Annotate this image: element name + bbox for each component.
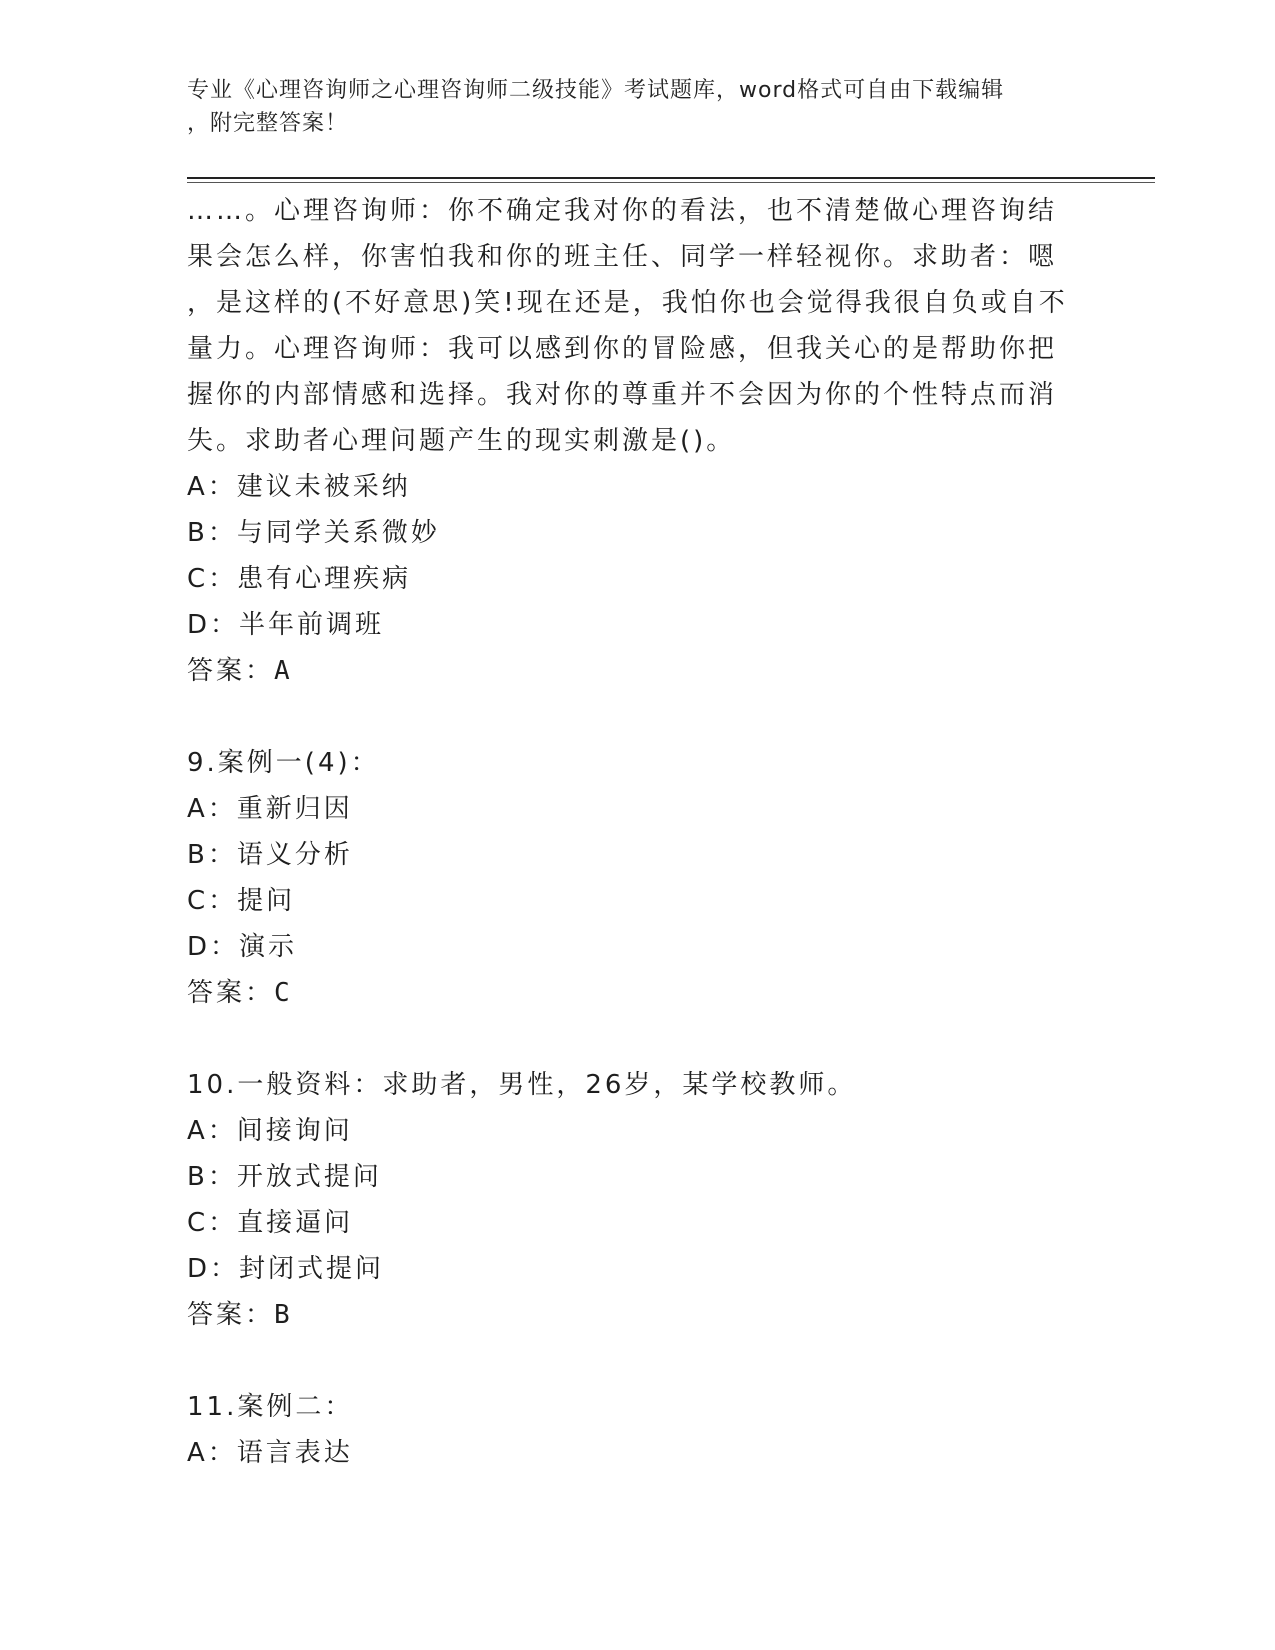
- document-header: [187, 74, 1067, 140]
- question-8: [187, 188, 1087, 694]
- header-divider-thin: [187, 182, 1155, 183]
- option-b: B：与同学关系微妙: [187, 518, 440, 548]
- answer-label: 答案：: [187, 656, 275, 686]
- option-d: D：封闭式提问: [187, 1254, 385, 1284]
- option-c: C：直接逼问: [187, 1208, 354, 1238]
- question-10: [187, 1062, 1087, 1338]
- question-stem: 11.案例二：: [187, 1392, 354, 1422]
- option-d: D：演示: [187, 932, 298, 962]
- option-b: B：语义分析: [187, 840, 353, 870]
- answer-line: [187, 648, 1087, 694]
- answer-label: 答案：: [187, 1300, 275, 1330]
- question-stem-line: 失。求助者心理问题产生的现实刺激是()。: [187, 426, 736, 456]
- question-stem-line: 握你的内部情感和选择。我对你的尊重并不会因为你的个性特点而消: [187, 380, 1058, 410]
- answer-line: [187, 970, 1087, 1016]
- question-stem: 9.案例一(4)：: [187, 748, 380, 778]
- header-line-2: ，附完整答案！: [187, 111, 349, 136]
- option-a: A：建议未被采纳: [187, 472, 411, 502]
- answer-label: 答案：: [187, 978, 275, 1008]
- option-a: A：间接询问: [187, 1116, 353, 1146]
- option-d: D：半年前调班: [187, 610, 385, 640]
- question-stem: 10.一般资料：求助者，男性，26岁，某学校教师。: [187, 1070, 857, 1100]
- option-a: A：语言表达: [187, 1438, 353, 1468]
- answer-line: [187, 1292, 1087, 1338]
- spacer: [187, 694, 1087, 740]
- header-divider-thick: [187, 177, 1155, 179]
- question-11: [187, 1384, 1087, 1476]
- question-stem-line: 量力。心理咨询师：我可以感到你的冒险感，但我关心的是帮助你把: [187, 334, 1058, 364]
- question-stem-line: ，是这样的(不好意思)笑!现在还是，我怕你也会觉得我很自负或自不: [187, 288, 1068, 318]
- question-stem-line: ……。心理咨询师：你不确定我对你的看法，也不清楚做心理咨询结: [187, 196, 1058, 226]
- option-c: C：患有心理疾病: [187, 564, 412, 594]
- option-c: C：提问: [187, 886, 296, 916]
- spacer: [187, 1016, 1087, 1062]
- answer-value: C: [274, 978, 291, 1008]
- question-9: [187, 740, 1087, 1016]
- question-stem-line: 果会怎么样，你害怕我和你的班主任、同学一样轻视你。求助者：嗯: [187, 242, 1058, 272]
- header-line-1: 专业《心理咨询师之心理咨询师二级技能》考试题库，word格式可自由下载编辑: [187, 78, 1005, 103]
- spacer: [187, 1338, 1087, 1384]
- answer-value: B: [274, 1300, 291, 1330]
- option-b: B：开放式提问: [187, 1162, 382, 1192]
- answer-value: A: [274, 656, 291, 686]
- option-a: A：重新归因: [187, 794, 353, 824]
- document-body: [187, 188, 1087, 1476]
